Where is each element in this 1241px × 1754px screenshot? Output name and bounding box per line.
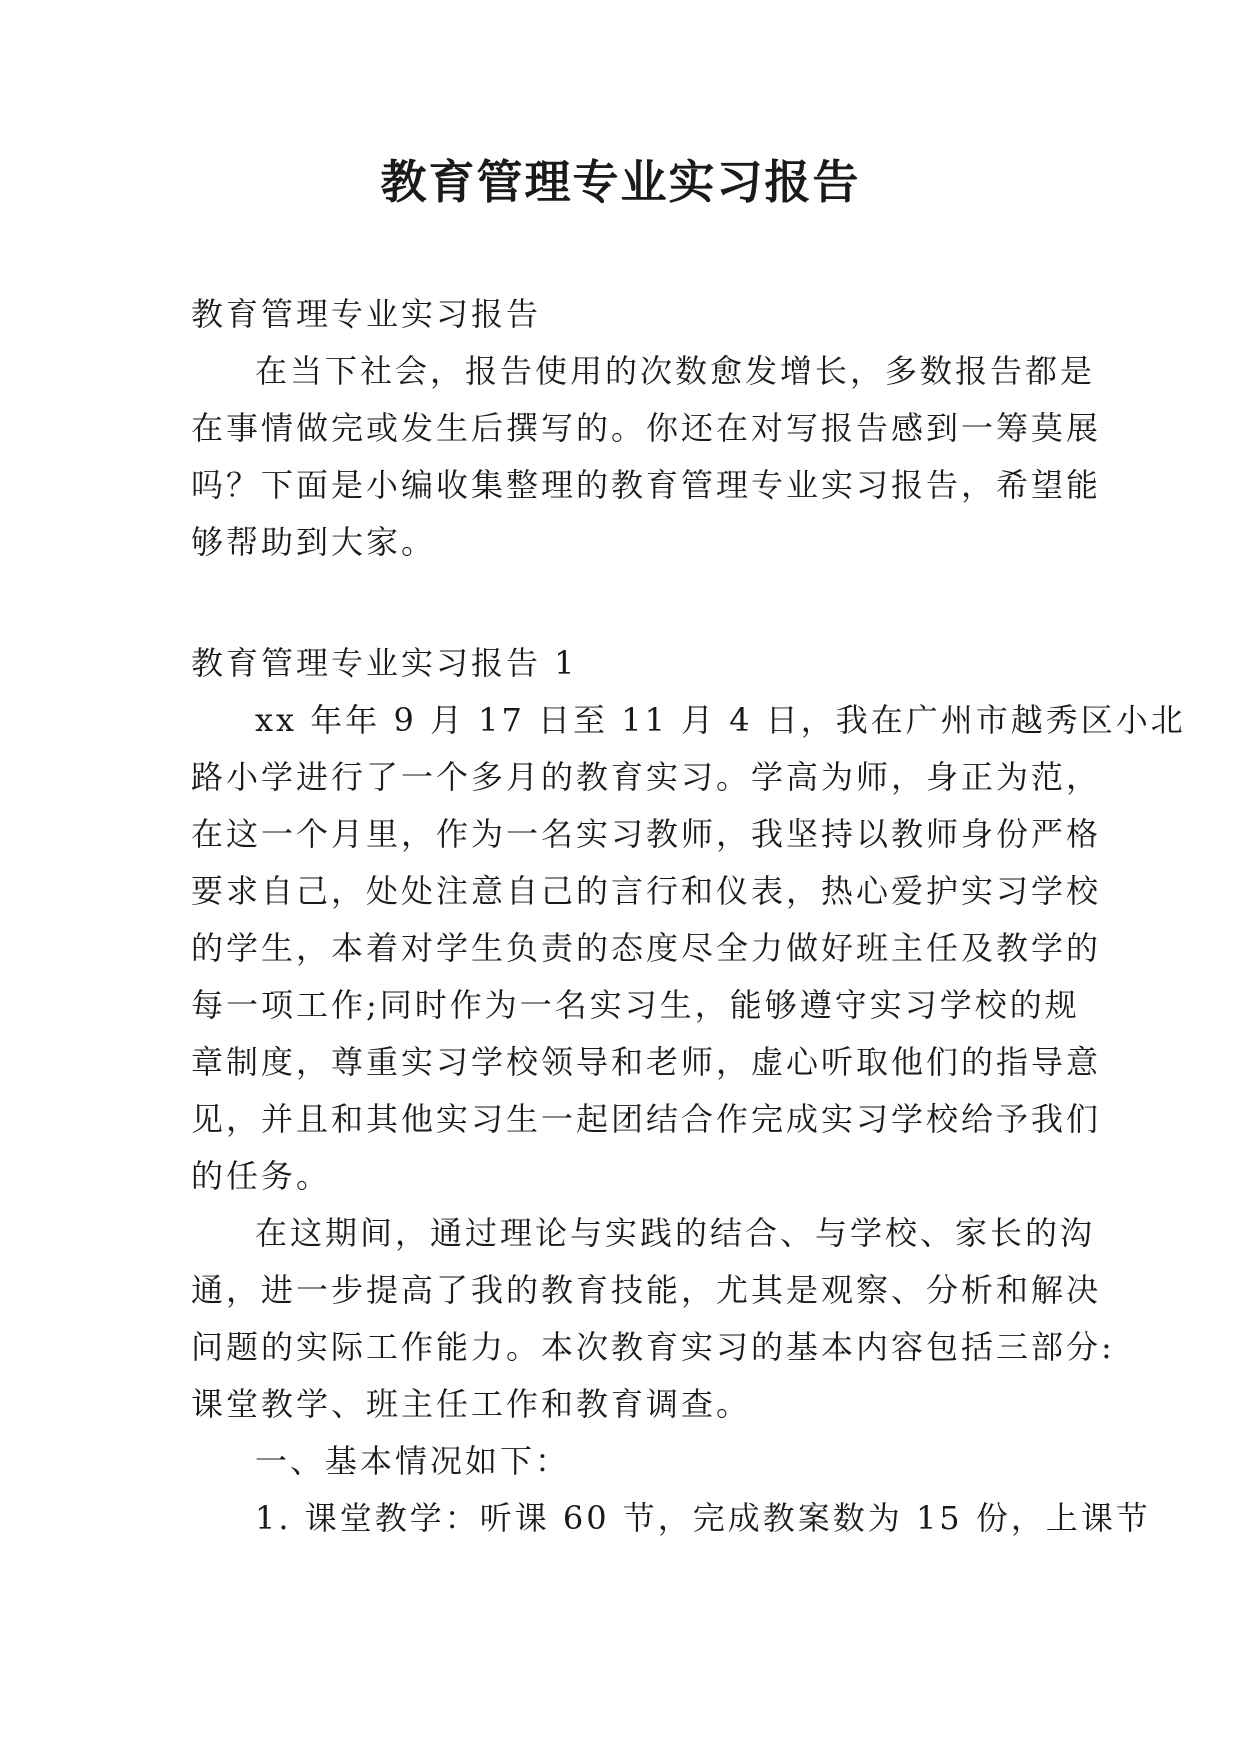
intro-paragraph-line: 在当下社会，报告使用的次数愈发增长，多数报告都是 <box>255 352 1096 390</box>
intro-paragraph-line: 吗？下面是小编收集整理的教育管理专业实习报告，希望能 <box>191 466 1102 504</box>
body-paragraph-line: 每一项工作;同时作为一名实习生，能够遵守实习学校的规 <box>191 986 1080 1024</box>
body-paragraph-line: 的学生，本着对学生负责的态度尽全力做好班主任及教学的 <box>191 929 1102 967</box>
list-heading: 一、基本情况如下： <box>255 1442 571 1480</box>
body-paragraph-line: 问题的实际工作能力。本次教育实习的基本内容包括三部分: <box>191 1328 1115 1366</box>
intro-paragraph-line: 在事情做完或发生后撰写的。你还在对写报告感到一筹莫展 <box>191 409 1102 447</box>
subtitle-line: 教育管理专业实习报告 <box>191 295 542 333</box>
body-paragraph-line: xx 年年 9 月 17 日至 11 月 4 日，我在广州市越秀区小北 <box>255 701 1186 739</box>
body-paragraph-line: 课堂教学、班主任工作和教育调查。 <box>191 1385 752 1423</box>
body-paragraph-line: 在这期间，通过理论与实践的结合、与学校、家长的沟 <box>255 1214 1096 1252</box>
body-paragraph-line: 章制度，尊重实习学校领导和老师，虚心听取他们的指导意 <box>191 1043 1102 1081</box>
section-heading: 教育管理专业实习报告 1 <box>191 644 578 682</box>
list-item: 1. 课堂教学：听课 60 节，完成教案数为 15 份，上课节 <box>255 1499 1151 1537</box>
intro-paragraph-line: 够帮助到大家。 <box>191 523 437 561</box>
body-paragraph-line: 路小学进行了一个多月的教育实习。学高为师，身正为范， <box>191 758 1102 796</box>
body-paragraph-line: 在这一个月里，作为一名实习教师，我坚持以教师身份严格 <box>191 815 1102 853</box>
document-title: 教育管理专业实习报告 <box>380 155 861 209</box>
body-paragraph-line: 的任务。 <box>191 1157 332 1195</box>
body-paragraph-line: 通，进一步提高了我的教育技能，尤其是观察、分析和解决 <box>191 1271 1102 1309</box>
body-paragraph-line: 要求自己，处处注意自己的言行和仪表，热心爱护实习学校 <box>191 872 1102 910</box>
body-paragraph-line: 见，并且和其他实习生一起团结合作完成实习学校给予我们 <box>191 1100 1102 1138</box>
